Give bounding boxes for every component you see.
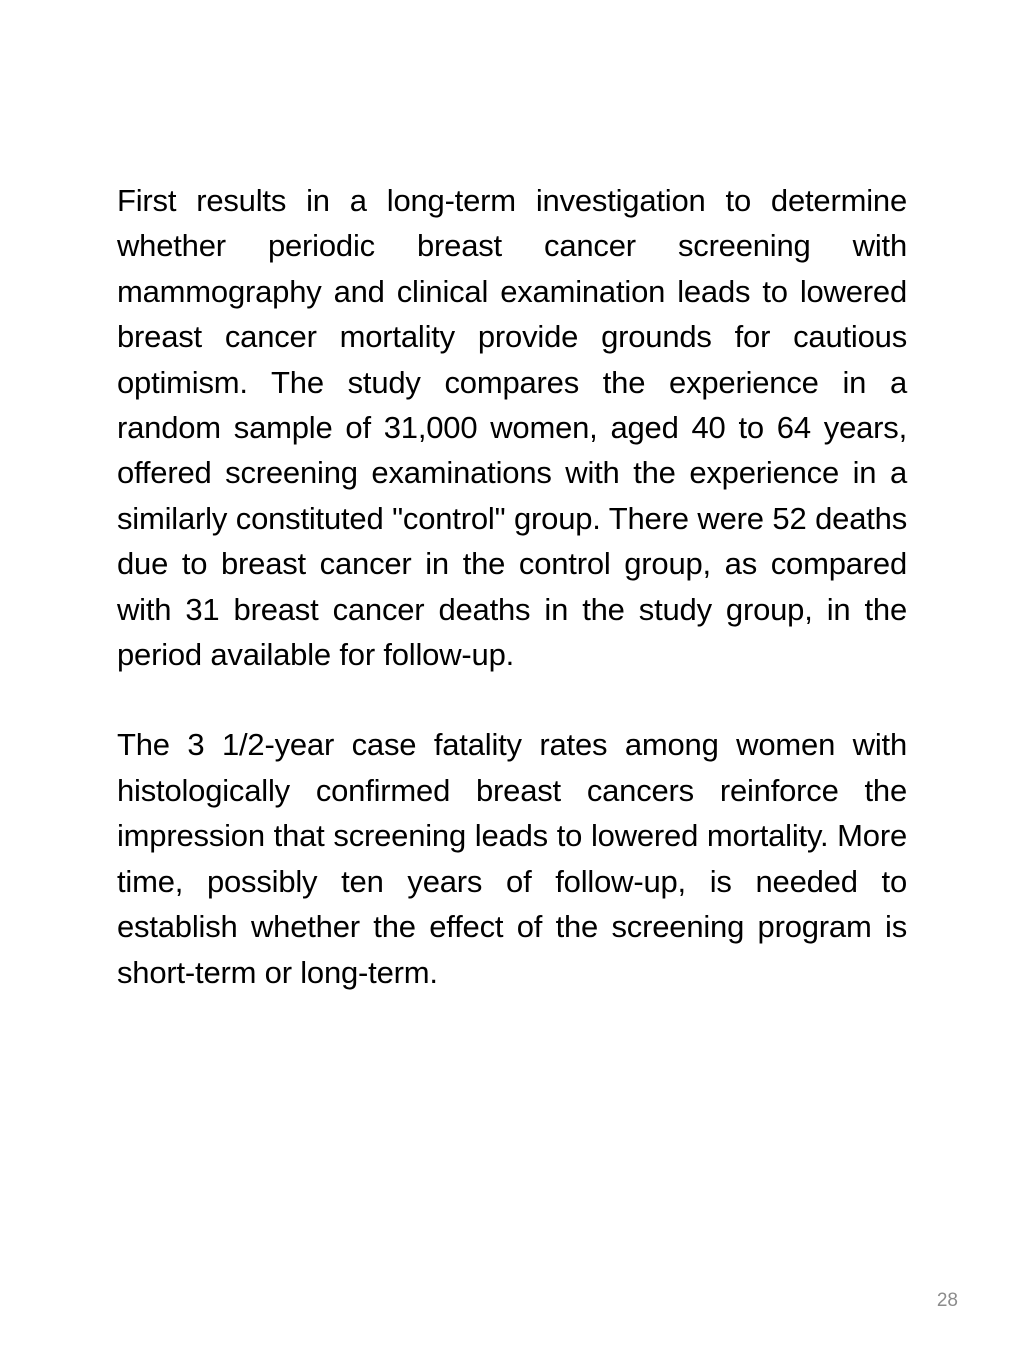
paragraph-study-results: First results in a long-term investigation to determine whether periodic breast cancer screening with mammography and clinical examination leads to lowered breast cancer mortality provide grounds for cautious optimism. The study compares the experience in a random sample of 31,000 women, aged 40 to 64 years, offered screening examinations with the experience in a similarly constituted "control" group. There were 52 deaths due to breast cancer in the control group, as compared with 31 breast cancer deaths in the study group, in the period available for follow-up. xyxy=(117,183,907,673)
paragraph-case-fatality: The 3 1/2-year case fatality rates among women with histologically confirmed breast cancers reinforce the impression that screening leads to lowered mortality. More time, possibly ten years of follow-up, is needed to establish whether the effect of the screening program is short-term or long-term. xyxy=(117,727,907,990)
body-text xyxy=(117,178,907,995)
page-number: 28 xyxy=(936,1290,958,1311)
